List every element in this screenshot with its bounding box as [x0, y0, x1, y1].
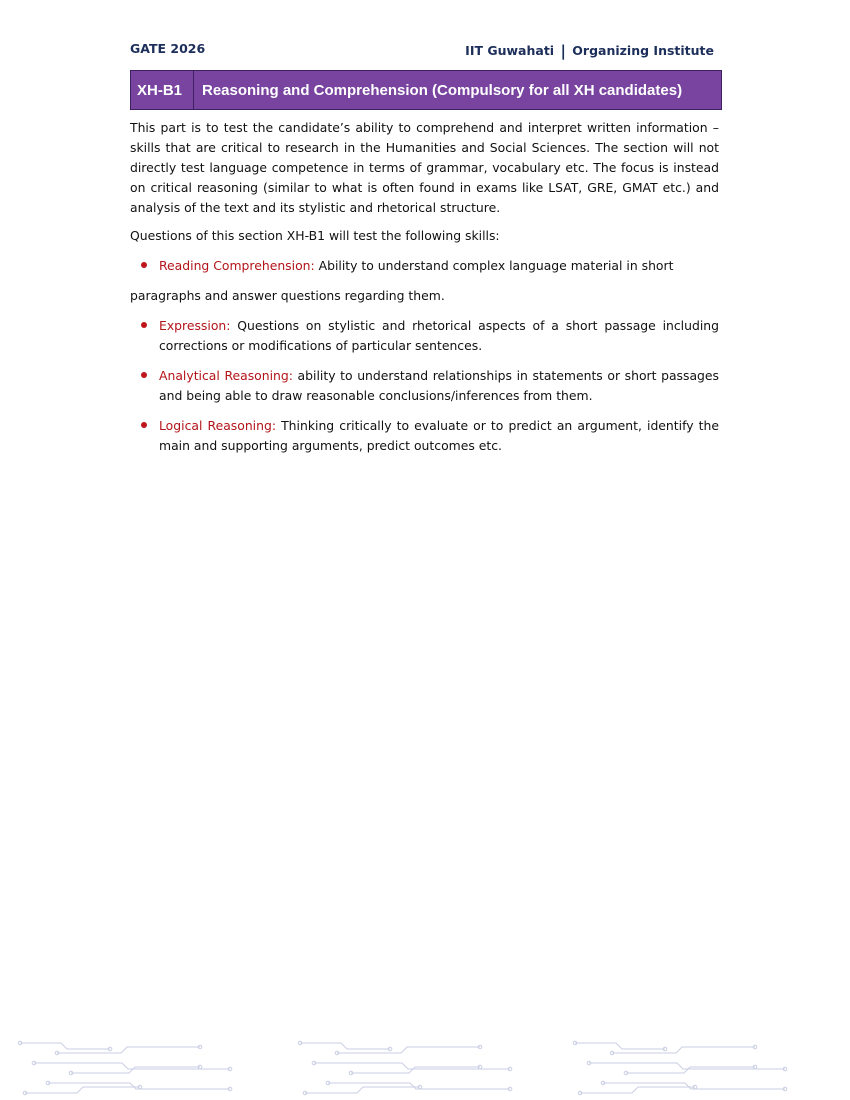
- skills-intro: Questions of this section XH-B1 will test the following skills:: [130, 228, 500, 243]
- bullet-icon: [141, 262, 147, 268]
- institute-label: [465, 41, 714, 59]
- reading-continuation: paragraphs and answer questions regarding them.: [130, 288, 445, 303]
- circuit-trace: [589, 1063, 785, 1069]
- skills-list-continued: [130, 316, 719, 456]
- circuit-pattern-decoration: [0, 1035, 850, 1100]
- circuit-trace: [57, 1047, 200, 1053]
- circuit-trace: [25, 1087, 140, 1093]
- circuit-trace: [34, 1063, 230, 1069]
- circuit-trace: [575, 1043, 665, 1049]
- skill-term: Reading Comprehension:: [159, 258, 315, 273]
- circuit-trace: [337, 1047, 480, 1053]
- circuit-trace: [305, 1087, 420, 1093]
- section-code: XH-B1: [131, 71, 194, 109]
- circuit-trace: [71, 1067, 200, 1073]
- page-header: [130, 40, 714, 60]
- skill-item-logical: [130, 416, 719, 456]
- circuit-trace: [20, 1043, 110, 1049]
- circuit-trace: [351, 1067, 480, 1073]
- bullet-icon: [141, 322, 147, 328]
- section-content: [130, 118, 719, 466]
- institute-role: Organizing Institute: [572, 43, 714, 58]
- header-separator: |: [560, 42, 566, 60]
- bullet-icon: [141, 422, 147, 428]
- circuit-trace: [580, 1087, 695, 1093]
- circuit-trace: [626, 1067, 755, 1073]
- skill-description: ability to understand relationships in statements or short passages and being able to draw reasonable conclusions/inferences from them.: [159, 368, 720, 403]
- skill-term: Analytical Reasoning:: [159, 368, 293, 383]
- section-title: Reasoning and Comprehension (Compulsory for all XH candidates): [202, 81, 683, 99]
- intro-paragraph: This part is to test the candidate’s ability to comprehend and interpret written information – skills that are critical to research in the Humanities and Social Sciences. The section will not directly test language competence in terms of grammar, vocabulary etc. The focus is instead on critical reasoning (similar to what is often found in exams like LSAT, GRE, GMAT etc.) and analysis of the text and its stylistic and rhetorical structure.: [130, 120, 719, 215]
- skill-item-reading: [130, 256, 719, 276]
- circuit-trace: [300, 1043, 390, 1049]
- skills-list: [130, 256, 719, 276]
- skill-item-expression: [130, 316, 719, 356]
- circuit-trace: [314, 1063, 510, 1069]
- skill-term: Expression:: [159, 318, 231, 333]
- skill-description: Ability to understand complex language material in short: [314, 258, 674, 273]
- skill-term: Logical Reasoning:: [159, 418, 277, 433]
- skill-description: Questions on stylistic and rhetorical aspects of a short passage including corrections or modifications of particular sentences.: [159, 318, 719, 353]
- skill-item-analytical: [130, 366, 719, 406]
- circuit-trace: [612, 1047, 755, 1053]
- bullet-icon: [141, 372, 147, 378]
- section-heading-bar: [130, 70, 722, 110]
- skill-description: Thinking critically to evaluate or to predict an argument, identify the main and supporting arguments, predict outcomes etc.: [159, 418, 719, 453]
- exam-name: GATE 2026: [130, 41, 206, 56]
- institute-name: IIT Guwahati: [465, 43, 555, 58]
